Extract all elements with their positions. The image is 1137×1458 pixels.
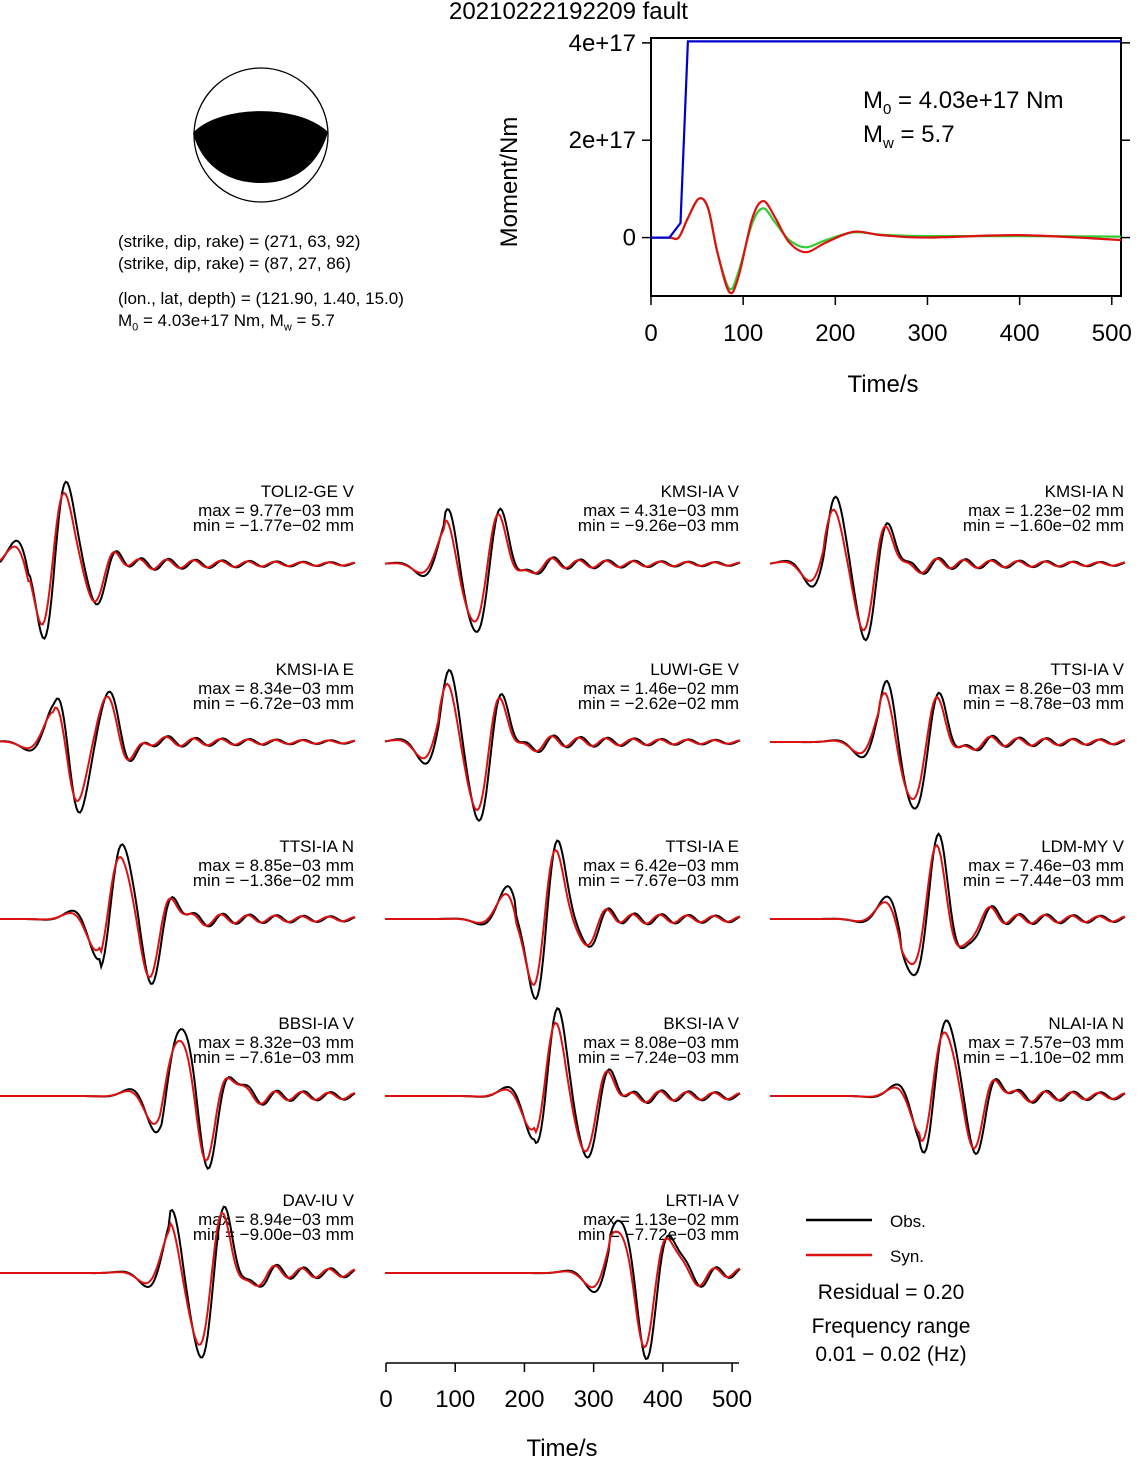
x-tick-label: 500 bbox=[1091, 320, 1132, 347]
y-tick-label: 4e+17 bbox=[568, 29, 636, 57]
x-tick-label: 0 bbox=[644, 320, 658, 347]
station-min: min = −1.10e−02 mm bbox=[962, 1048, 1124, 1067]
frequency-value: 0.01 − 0.02 (Hz) bbox=[815, 1343, 967, 1366]
station-name: BKSI-IA V bbox=[663, 1014, 739, 1033]
waveform-panel bbox=[0, 660, 355, 813]
station-min: min = −7.24e−03 mm bbox=[577, 1048, 739, 1067]
station-name: TTSI-IA E bbox=[665, 837, 739, 856]
frequency-label: Frequency range bbox=[811, 1315, 971, 1338]
station-max: max = 8.26e−03 mm bbox=[968, 679, 1124, 698]
moment-ylabel: Moment/Nm bbox=[496, 116, 523, 248]
waveform-panel bbox=[0, 1014, 355, 1169]
plane1-text: (strike, dip, rake) = (271, 63, 92) bbox=[118, 232, 361, 251]
station-min: min = −9.00e−03 mm bbox=[192, 1225, 354, 1244]
station-min: min = −7.61e−03 mm bbox=[192, 1048, 354, 1067]
station-min: min = −1.36e−02 mm bbox=[192, 871, 354, 890]
waveform-panel bbox=[770, 834, 1125, 976]
station-min: min = −6.72e−03 mm bbox=[192, 694, 354, 713]
y-tick-label: 2e+17 bbox=[568, 127, 636, 155]
waveform-panel bbox=[385, 1008, 740, 1157]
station-min: min = −8.78e−03 mm bbox=[962, 694, 1124, 713]
station-name: TTSI-IA N bbox=[279, 837, 354, 856]
station-name: NLAI-IA N bbox=[1048, 1014, 1124, 1033]
station-name: TOLI2-GE V bbox=[260, 482, 354, 501]
station-name: KMSI-IA N bbox=[1044, 482, 1124, 501]
station-max: max = 8.34e−03 mm bbox=[198, 679, 354, 698]
station-name: KMSI-IA E bbox=[275, 660, 354, 679]
waveform-panel bbox=[0, 1191, 355, 1357]
station-min: min = −7.72e−03 mm bbox=[577, 1225, 739, 1244]
waveform-panel bbox=[385, 482, 740, 632]
location-text: (lon., lat, depth) = (121.90, 1.40, 15.0) bbox=[118, 289, 404, 308]
station-max: max = 4.31e−03 mm bbox=[583, 501, 739, 520]
station-name: LUWI-GE V bbox=[650, 660, 739, 679]
station-max: max = 7.46e−03 mm bbox=[968, 856, 1124, 875]
station-max: max = 7.57e−03 mm bbox=[968, 1033, 1124, 1052]
station-min: min = −9.26e−03 mm bbox=[577, 516, 739, 535]
moment-xlabel: Time/s bbox=[847, 371, 919, 398]
station-name: LRTI-IA V bbox=[665, 1191, 739, 1210]
waveform-panel bbox=[770, 660, 1125, 809]
waveform-panels bbox=[0, 460, 1137, 1458]
station-max: max = 8.85e−03 mm bbox=[198, 856, 354, 875]
station-min: min = −1.60e−02 mm bbox=[962, 516, 1124, 535]
station-min: min = −7.44e−03 mm bbox=[962, 871, 1124, 890]
wave-x-tick-label: 400 bbox=[642, 1386, 683, 1413]
moment-plot bbox=[0, 0, 1137, 420]
station-name: DAV-IU V bbox=[282, 1191, 354, 1210]
wave-x-tick-label: 0 bbox=[379, 1386, 393, 1413]
station-name: BBSI-IA V bbox=[278, 1014, 354, 1033]
x-tick-label: 300 bbox=[907, 320, 948, 347]
station-max: max = 8.32e−03 mm bbox=[198, 1033, 354, 1052]
moment-m0-label: $M_0 = 4.03e+17$ Nm bbox=[863, 87, 1064, 118]
station-max: max = 1.23e−02 mm bbox=[968, 501, 1124, 520]
waveform-panel bbox=[385, 837, 740, 999]
station-max: max = 9.77e−03 mm bbox=[198, 501, 354, 520]
station-name: KMSI-IA V bbox=[660, 482, 739, 501]
moment-series-line bbox=[651, 198, 1121, 293]
waveform-panel bbox=[0, 837, 355, 984]
synthetic-trace bbox=[385, 1232, 740, 1348]
station-max: max = 1.46e−02 mm bbox=[583, 679, 739, 698]
waveform-panel bbox=[385, 660, 740, 821]
plane2-text: (strike, dip, rake) = (87, 27, 86) bbox=[118, 254, 351, 273]
x-tick-label: 400 bbox=[999, 320, 1040, 347]
wave-x-tick-label: 300 bbox=[573, 1386, 614, 1413]
legend-syn-label: Syn. bbox=[890, 1247, 925, 1266]
moment-series-line bbox=[651, 198, 1121, 289]
station-name: TTSI-IA V bbox=[1050, 660, 1124, 679]
waveform-panel bbox=[385, 1191, 740, 1359]
station-max: max = 8.94e−03 mm bbox=[198, 1210, 354, 1229]
moment-plot-frame bbox=[651, 38, 1121, 296]
wave-x-tick-label: 500 bbox=[712, 1386, 753, 1413]
waveform-panel bbox=[0, 482, 355, 639]
station-min: min = −1.77e−02 mm bbox=[192, 516, 354, 535]
station-name: LDM-MY V bbox=[1041, 837, 1124, 856]
x-tick-label: 100 bbox=[723, 320, 764, 347]
x-tick-label: 200 bbox=[815, 320, 856, 347]
wave-xlabel: Time/s bbox=[526, 1435, 598, 1458]
y-tick-label: 0 bbox=[622, 224, 636, 252]
station-min: min = −7.67e−03 mm bbox=[577, 871, 739, 890]
station-min: min = −2.62e−02 mm bbox=[577, 694, 739, 713]
wave-x-tick-label: 100 bbox=[435, 1386, 476, 1413]
moment-summary: $M_0 = 4.03e+17$ Nm, $M_w = 5.7$ bbox=[118, 311, 335, 334]
waveform-panel bbox=[770, 482, 1125, 640]
station-max: max = 6.42e−03 mm bbox=[583, 856, 739, 875]
moment-mw-label: $M_w = 5.7$ bbox=[863, 121, 955, 152]
legend-obs-label: Obs. bbox=[890, 1212, 926, 1231]
wave-x-tick-label: 200 bbox=[504, 1386, 545, 1413]
waveform-panel bbox=[770, 1014, 1125, 1154]
residual-text: Residual = 0.20 bbox=[817, 1281, 965, 1304]
station-max: max = 8.08e−03 mm bbox=[583, 1033, 739, 1052]
figure-title: 20210222192209 fault bbox=[449, 0, 688, 25]
station-max: max = 1.13e−02 mm bbox=[583, 1210, 739, 1229]
